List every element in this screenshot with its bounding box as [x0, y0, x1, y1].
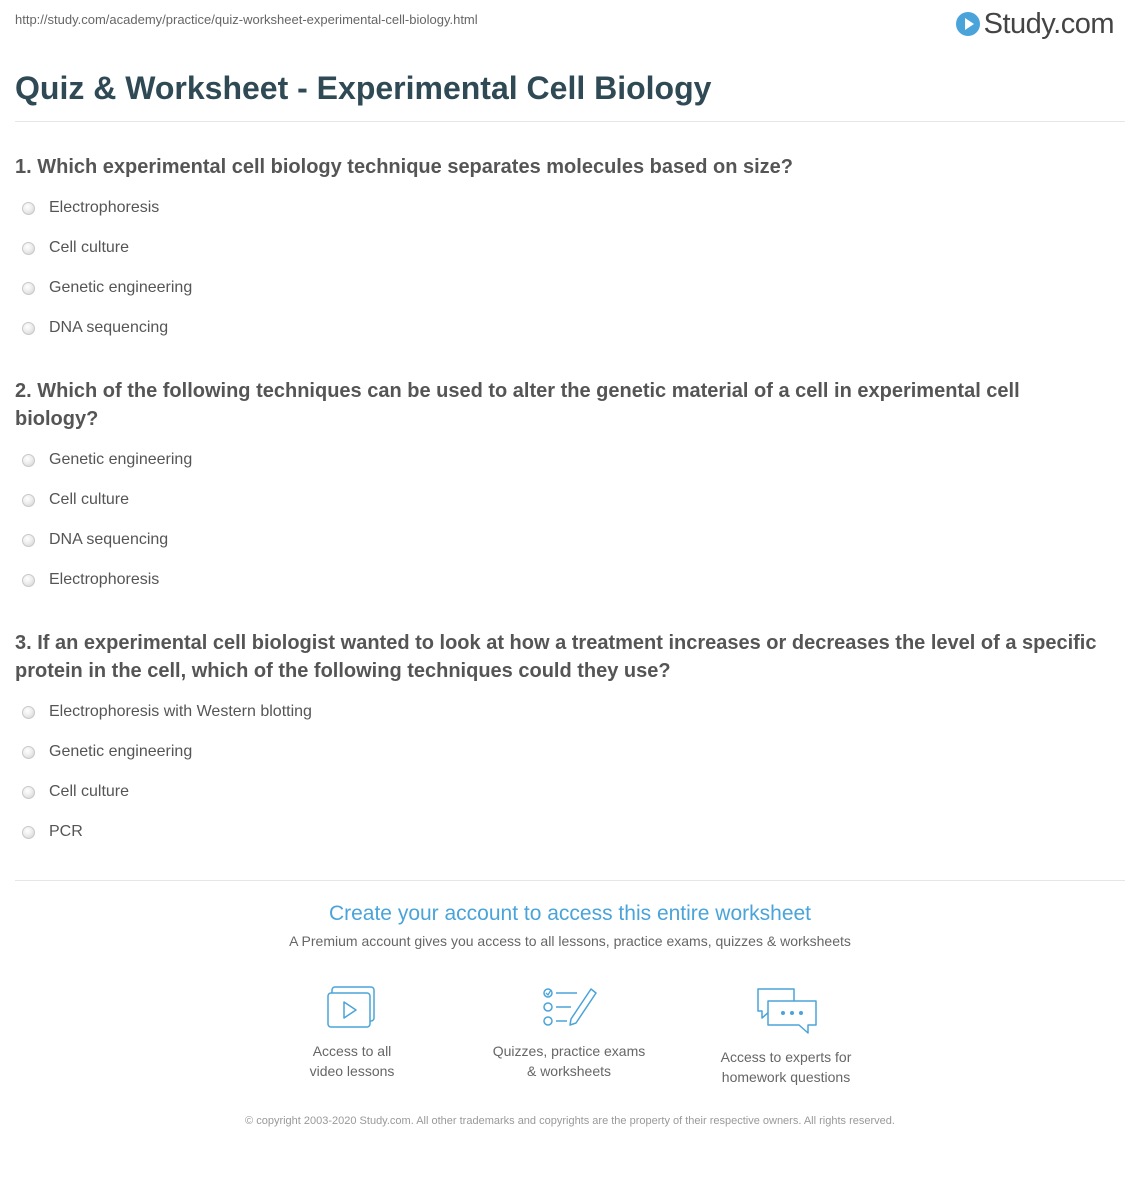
answer-label: Electrophoresis: [49, 571, 160, 588]
study-logo[interactable]: [956, 6, 1114, 42]
answer-option[interactable]: [22, 491, 129, 509]
radio-button-icon[interactable]: [22, 786, 35, 799]
radio-button-icon[interactable]: [22, 574, 35, 587]
play-logo-icon: [956, 12, 980, 36]
premium-description: A Premium account gives you access to all lessons, practice exams, quizzes & worksheets: [289, 933, 851, 949]
answer-label: PCR: [49, 823, 83, 840]
answer-label: Genetic engineering: [49, 451, 193, 468]
top-bar: [0, 0, 1140, 50]
section-divider: [15, 880, 1125, 881]
answer-label: DNA sequencing: [49, 531, 169, 548]
question-2: 2. Which of the following techniques can be used to alter the genetic material of a cell in experimental cell biology?: [15, 380, 1020, 430]
radio-button-icon[interactable]: [22, 826, 35, 839]
video-lesson-icon: [326, 985, 378, 1029]
answer-option[interactable]: [22, 531, 168, 549]
radio-button-icon[interactable]: [22, 746, 35, 759]
page-title: Quiz & Worksheet - Experimental Cell Biology: [15, 70, 712, 106]
answer-label: Genetic engineering: [49, 279, 193, 296]
question-3: 3. If an experimental cell biologist wanted to look at how a treatment increases or decreases the level of a specific protein in the cell, which of the following techniques could they use?: [15, 632, 1097, 682]
logo-text: Study.com: [983, 7, 1114, 40]
answer-label: Electrophoresis: [49, 199, 160, 216]
radio-button-icon[interactable]: [22, 454, 35, 467]
page-url[interactable]: http://study.com/academy/practice/quiz-worksheet-experimental-cell-biology.html: [15, 12, 478, 27]
feature-line: Quizzes, practice exams: [492, 1043, 646, 1059]
feature-experts: [686, 985, 886, 1087]
quiz-checklist-icon: [541, 985, 597, 1029]
create-account-link[interactable]: Create your account to access this entire worksheet: [328, 902, 812, 925]
answer-option[interactable]: [22, 319, 168, 337]
feature-line: Access to experts for: [720, 1049, 852, 1065]
answer-label: Electrophoresis with Western blotting: [49, 703, 312, 720]
radio-button-icon[interactable]: [22, 706, 35, 719]
answer-option[interactable]: [22, 783, 129, 801]
feature-line: Access to all: [312, 1043, 392, 1059]
answer-option[interactable]: [22, 743, 192, 761]
radio-button-icon[interactable]: [22, 202, 35, 215]
copyright-footer: © copyright 2003-2020 Study.com. All other trademarks and copyrights are the property of their respective owners. All rights reserved.: [245, 1115, 895, 1127]
answer-option[interactable]: [22, 823, 83, 841]
answer-label: Genetic engineering: [49, 743, 193, 760]
radio-button-icon[interactable]: [22, 322, 35, 335]
title-divider: [15, 121, 1125, 122]
question-1: 1. Which experimental cell biology technique separates molecules based on size?: [15, 156, 794, 178]
answer-label: Cell culture: [49, 491, 130, 508]
radio-button-icon[interactable]: [22, 534, 35, 547]
answer-option[interactable]: [22, 199, 159, 217]
chat-bubbles-icon: [754, 985, 818, 1035]
radio-button-icon[interactable]: [22, 242, 35, 255]
answer-label: DNA sequencing: [49, 319, 169, 336]
feature-quizzes: [469, 985, 669, 1081]
radio-button-icon[interactable]: [22, 494, 35, 507]
feature-line: & worksheets: [526, 1063, 612, 1079]
feature-line: video lessons: [309, 1063, 395, 1079]
answer-label: Cell culture: [49, 239, 130, 256]
answer-label: Cell culture: [49, 783, 130, 800]
answer-option[interactable]: [22, 279, 192, 297]
answer-option[interactable]: [22, 571, 159, 589]
radio-button-icon[interactable]: [22, 282, 35, 295]
feature-video-lessons: [252, 985, 452, 1081]
feature-line: homework questions: [721, 1069, 851, 1085]
answer-option[interactable]: [22, 451, 192, 469]
answer-option[interactable]: [22, 703, 312, 721]
answer-option[interactable]: [22, 239, 129, 257]
